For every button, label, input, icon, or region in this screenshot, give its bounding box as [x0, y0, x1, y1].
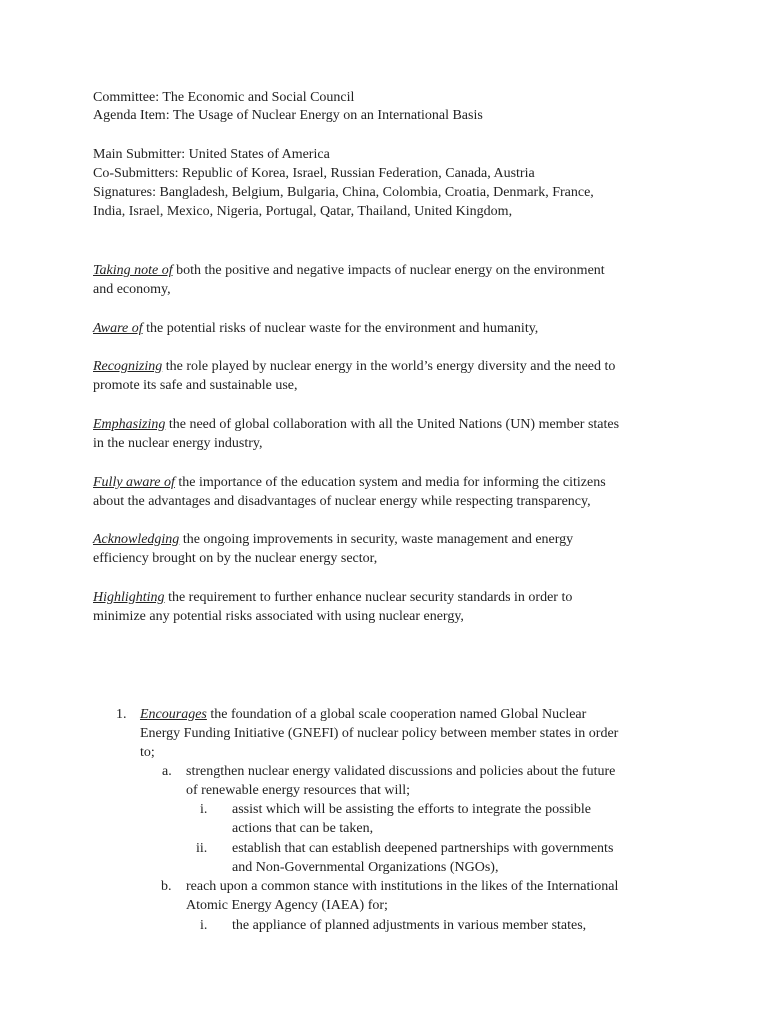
operative-text: the foundation of a global scale cooperation named Global Nuclear: [206, 707, 587, 722]
preamble-clause-5-cont: about the advantages and disadvantages of nuclear energy while respecting transparency,: [93, 494, 591, 509]
preamble-clause-1-cont: and economy,: [93, 282, 171, 297]
preamble-clause-6-cont: efficiency brought on by the nuclear energy sector,: [93, 551, 378, 566]
subsubclause-marker: ii.: [196, 841, 208, 856]
preamble-clause-4: [93, 415, 619, 434]
signatures-line-1: Signatures: Bangladesh, Belgium, Bulgaria, China, Colombia, Croatia, Denmark, France,: [93, 185, 594, 200]
preamble-clause-1: [93, 261, 605, 280]
subsubclause-marker: i.: [200, 802, 208, 817]
signatures-line-2: India, Israel, Mexico, Nigeria, Portugal, Qatar, Thailand, United Kingdom,: [93, 204, 513, 219]
preamble-text: the potential risks of nuclear waste for the environment and humanity,: [142, 321, 539, 336]
preamble-text: the ongoing improvements in security, waste management and energy: [179, 532, 574, 547]
preamble-clause-3-cont: promote its safe and sustainable use,: [93, 378, 298, 393]
preamble-lead: Emphasizing: [93, 417, 166, 432]
preamble-lead: Highlighting: [93, 590, 165, 605]
preamble-lead: Taking note of: [93, 263, 173, 278]
preamble-text: the requirement to further enhance nuclear security standards in order to: [164, 590, 573, 605]
subsubclause-marker: i.: [200, 918, 208, 933]
preamble-text: both the positive and negative impacts of nuclear energy on the environment: [172, 263, 605, 278]
subclause-b: reach upon a common stance with institutions in the likes of the International: [186, 879, 619, 894]
preamble-text: the importance of the education system and media for informing the citizens: [174, 475, 606, 490]
co-submitters-line: Co-Submitters: Republic of Korea, Israel, Russian Federation, Canada, Austria: [93, 166, 535, 181]
subclause-a-ii: establish that can establish deepened partnerships with governments: [232, 841, 614, 856]
preamble-text: the role played by nuclear energy in the world’s energy diversity and the need to: [162, 359, 616, 374]
operative-clause-1-cont: to;: [140, 745, 155, 760]
preamble-clause-7-cont: minimize any potential risks associated with using nuclear energy,: [93, 609, 464, 624]
main-submitter-line: Main Submitter: United States of America: [93, 147, 330, 162]
preamble-lead: Acknowledging: [93, 532, 180, 547]
subclause-a-ii-cont: and Non-Governmental Organizations (NGOs),: [232, 860, 499, 875]
preamble-clause-7: [93, 588, 572, 607]
preamble-lead: Recognizing: [93, 359, 163, 374]
preamble-clause-2: [93, 319, 538, 338]
operative-number: 1.: [116, 707, 127, 722]
operative-clause-1: [140, 705, 586, 724]
operative-clause-1-cont: Energy Funding Initiative (GNEFI) of nuclear policy between member states in order: [140, 726, 619, 741]
preamble-clause-4-cont: in the nuclear energy industry,: [93, 436, 263, 451]
subclause-marker: b.: [161, 879, 172, 894]
subclause-a-i: assist which will be assisting the efforts to integrate the possible: [232, 802, 592, 817]
subclause-a-i-cont: actions that can be taken,: [232, 821, 374, 836]
subclause-marker: a.: [162, 764, 172, 779]
preamble-clause-5: [93, 473, 606, 492]
subclause-b-cont: Atomic Energy Agency (IAEA) for;: [186, 898, 388, 913]
agenda-item-line: Agenda Item: The Usage of Nuclear Energy on an International Basis: [93, 108, 483, 123]
operative-lead: Encourages: [140, 707, 207, 722]
preamble-lead: Fully aware of: [93, 475, 175, 490]
preamble-clause-6: [93, 530, 573, 549]
preamble-clause-3: [93, 357, 615, 376]
subclause-a: strengthen nuclear energy validated discussions and policies about the future: [186, 764, 616, 779]
subclause-b-i: the appliance of planned adjustments in various member states,: [232, 918, 587, 933]
preamble-lead: Aware of: [93, 321, 143, 336]
committee-line: Committee: The Economic and Social Council: [93, 90, 355, 105]
subclause-a-cont: of renewable energy resources that will;: [186, 783, 411, 798]
preamble-text: the need of global collaboration with all the United Nations (UN) member states: [165, 417, 620, 432]
